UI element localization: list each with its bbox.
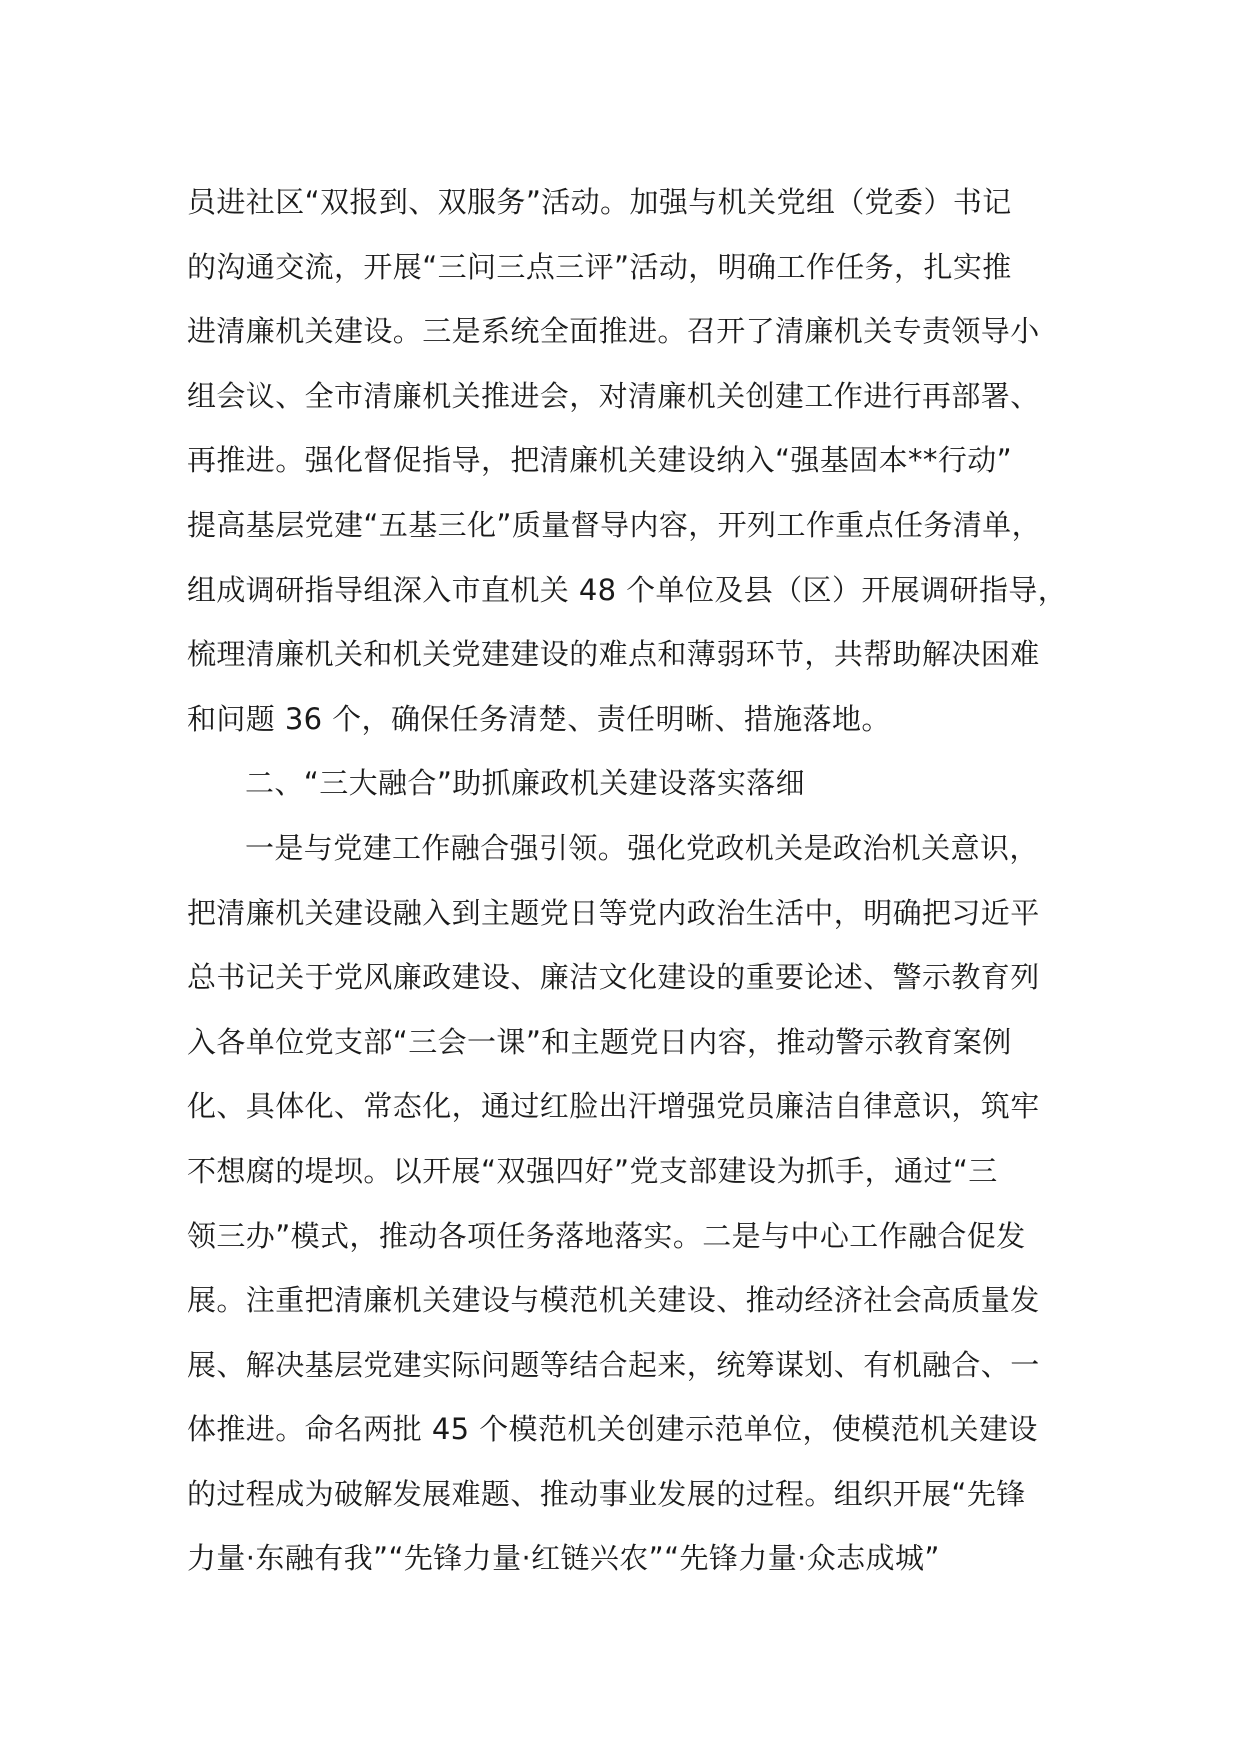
text-line: 组会议、全市清廉机关推进会，对清廉机关创建工作进行再部署、: [187, 378, 1040, 413]
text-line: 和问题 36 个，确保任务清楚、责任明晰、措施落地。: [187, 701, 891, 736]
text-line: 展、解决基层党建实际问题等结合起来，统筹谋划、有机融合、一: [187, 1347, 1040, 1382]
text-line: 进清廉机关建设。三是系统全面推进。召开了清廉机关专责领导小: [187, 314, 1040, 349]
text-line: 员进社区“双报到、双服务”活动。加强与机关党组（党委）书记: [187, 185, 1012, 219]
text-line: 领三办”模式，推动各项任务落地落实。二是与中心工作融合促发: [187, 1218, 1026, 1253]
text-line: 的沟通交流，开展“三问三点三评”活动，明确工作任务，扎实推: [187, 249, 1012, 284]
text-line: 梳理清廉机关和机关党建建设的难点和薄弱环节，共帮助解决困难: [187, 637, 1040, 672]
document-body: [187, 170, 1087, 1591]
text-line: 力量·东融有我”“先锋力量·红链兴农”“先锋力量·众志成城”: [187, 1541, 940, 1576]
text-line: 化、具体化、常态化，通过红脸出汗增强党员廉洁自律意识，筑牢: [187, 1089, 1040, 1124]
text-line: 不想腐的堤坝。以开展“双强四好”党支部建设为抓手，通过“三: [187, 1153, 998, 1188]
text-line: 展。注重把清廉机关建设与模范机关建设、推动经济社会高质量发: [187, 1283, 1040, 1318]
text-line: 的过程成为破解发展难题、推动事业发展的过程。组织开展“先锋: [187, 1476, 1026, 1511]
paragraph-start-line: 一是与党建工作融合强引领。强化党政机关是政治机关意识，: [245, 830, 1039, 865]
text-line: 提高基层党建“五基三化”质量督导内容，开列工作重点任务清单，: [187, 507, 1042, 542]
paragraph-start-line: 二、“三大融合”助抓廉政机关建设落实落细: [245, 766, 806, 801]
text-line: 把清廉机关建设融入到主题党日等党内政治生活中，明确把习近平: [187, 895, 1040, 930]
text-line: 总书记关于党风廉政建设、廉洁文化建设的重要论述、警示教育列: [187, 960, 1040, 995]
text-line: 再推进。强化督促指导，把清廉机关建设纳入“强基固本**行动”: [187, 443, 1013, 478]
text-line: 入各单位党支部“三会一课”和主题党日内容，推动警示教育案例: [187, 1024, 1012, 1059]
text-line: 体推进。命名两批 45 个模范机关创建示范单位，使模范机关建设: [187, 1412, 1038, 1447]
text-line: 组成调研指导组深入市直机关 48 个单位及县（区）开展调研指导，: [187, 572, 1068, 607]
